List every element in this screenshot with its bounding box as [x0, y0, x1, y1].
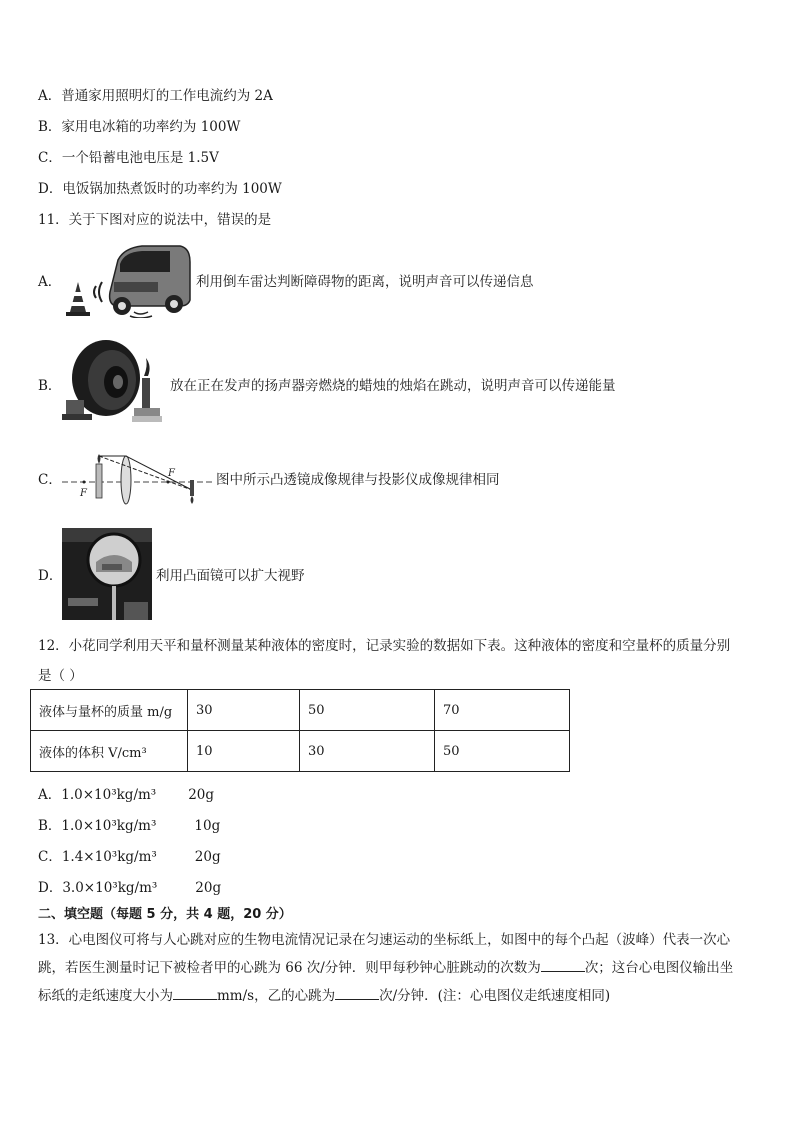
option-mass: 20g — [188, 787, 215, 803]
q13-text: 跳，若医生测量时记下被检者甲的心跳为 66 次/分钟．则甲每秒钟心脏跳动的次数为 — [38, 960, 541, 976]
q11-option-c — [38, 450, 500, 506]
q12-stem-line1: 12．小花同学利用天平和量杯测量某种液体的密度时，记录实验的数据如下表。这种液体的密度和空量杯的质量分别 — [38, 638, 731, 654]
fill-blank[interactable] — [541, 957, 585, 972]
focal-label-right: F — [168, 468, 175, 479]
q13-line2 — [38, 954, 758, 982]
q13-text: mm/s，乙的心跳为 — [217, 988, 336, 1004]
table-cell: 50 — [300, 690, 435, 731]
q10-option-d: D．电饭锅加热煮饭时的功率约为 100W — [38, 181, 282, 197]
convex-lens-diagram — [62, 450, 212, 506]
q11-option-b — [38, 336, 616, 432]
table-row-label: 液体与量杯的质量 m/g — [31, 690, 188, 731]
table-row-label: 液体的体积 V/cm³ — [31, 731, 188, 772]
option-text: 放在正在发声的扬声器旁燃烧的蜡烛的烛焰在跳动，说明声音可以传递能量 — [170, 378, 616, 394]
q11-option-d — [38, 528, 305, 620]
table-cell: 70 — [435, 690, 570, 731]
table-row — [31, 731, 570, 772]
table-cell: 10 — [188, 731, 300, 772]
table-row — [31, 690, 570, 731]
q10-option-c: C．一个铅蓄电池电压是 1.5V — [38, 150, 219, 166]
q11-option-a — [38, 242, 534, 318]
option-density: D．3.0×10³kg/m³ — [38, 880, 158, 896]
option-mass: 20g — [194, 849, 221, 865]
option-mass: 20g — [195, 880, 222, 896]
q11-stem: 11．关于下图对应的说法中，错误的是 — [38, 212, 272, 228]
option-mass: 10g — [194, 818, 221, 834]
table-cell: 30 — [300, 731, 435, 772]
q13-text: 次/分钟．(注：心电图仪走纸速度相同) — [379, 988, 611, 1004]
option-density: C．1.4×10³kg/m³ — [38, 849, 157, 865]
focal-label-left: F — [80, 488, 87, 499]
q13-line1: 13．心电图仪可将与人心跳对应的生物电流情况记录在匀速运动的坐标纸上，如图中的每个凸起（波峰）代表一次心 — [38, 932, 731, 948]
q13-paragraph — [38, 926, 758, 1010]
option-letter: D． — [38, 568, 63, 584]
fill-blank[interactable] — [173, 985, 217, 1000]
section-heading: 二、填空题（每题 5 分，共 4 题，20 分） — [38, 907, 292, 922]
fill-blank[interactable] — [335, 985, 379, 1000]
q12-option-a — [38, 783, 214, 803]
q10-option-a: A．普通家用照明灯的工作电流约为 2A — [38, 88, 273, 104]
q10-option-b: B．家用电冰箱的功率约为 100W — [38, 119, 241, 135]
q12-data-table — [30, 689, 570, 772]
speaker-candle-image — [62, 336, 166, 432]
q12-option-d — [38, 876, 221, 896]
car-radar-image — [62, 242, 192, 318]
q13-text: 标纸的走纸速度大小为 — [38, 988, 173, 1004]
option-text: 利用凸面镜可以扩大视野 — [156, 568, 305, 584]
convex-mirror-image — [62, 528, 152, 620]
option-letter: B． — [38, 378, 62, 394]
q12-option-c — [38, 845, 221, 865]
option-letter: A． — [38, 274, 62, 290]
q13-text: 次；这台心电图仪输出坐 — [584, 960, 734, 976]
q13-line3 — [38, 982, 758, 1010]
option-density: A．1.0×10³kg/m³ — [38, 787, 157, 803]
table-cell: 30 — [188, 690, 300, 731]
option-text: 图中所示凸透镜成像规律与投影仪成像规律相同 — [216, 472, 500, 488]
option-letter: C． — [38, 472, 62, 488]
q12-stem-line2: 是（ ） — [38, 668, 83, 684]
option-density: B．1.0×10³kg/m³ — [38, 818, 157, 834]
table-cell: 50 — [435, 731, 570, 772]
option-text: 利用倒车雷达判断障碍物的距离，说明声音可以传递信息 — [196, 274, 534, 290]
q12-option-b — [38, 814, 220, 834]
